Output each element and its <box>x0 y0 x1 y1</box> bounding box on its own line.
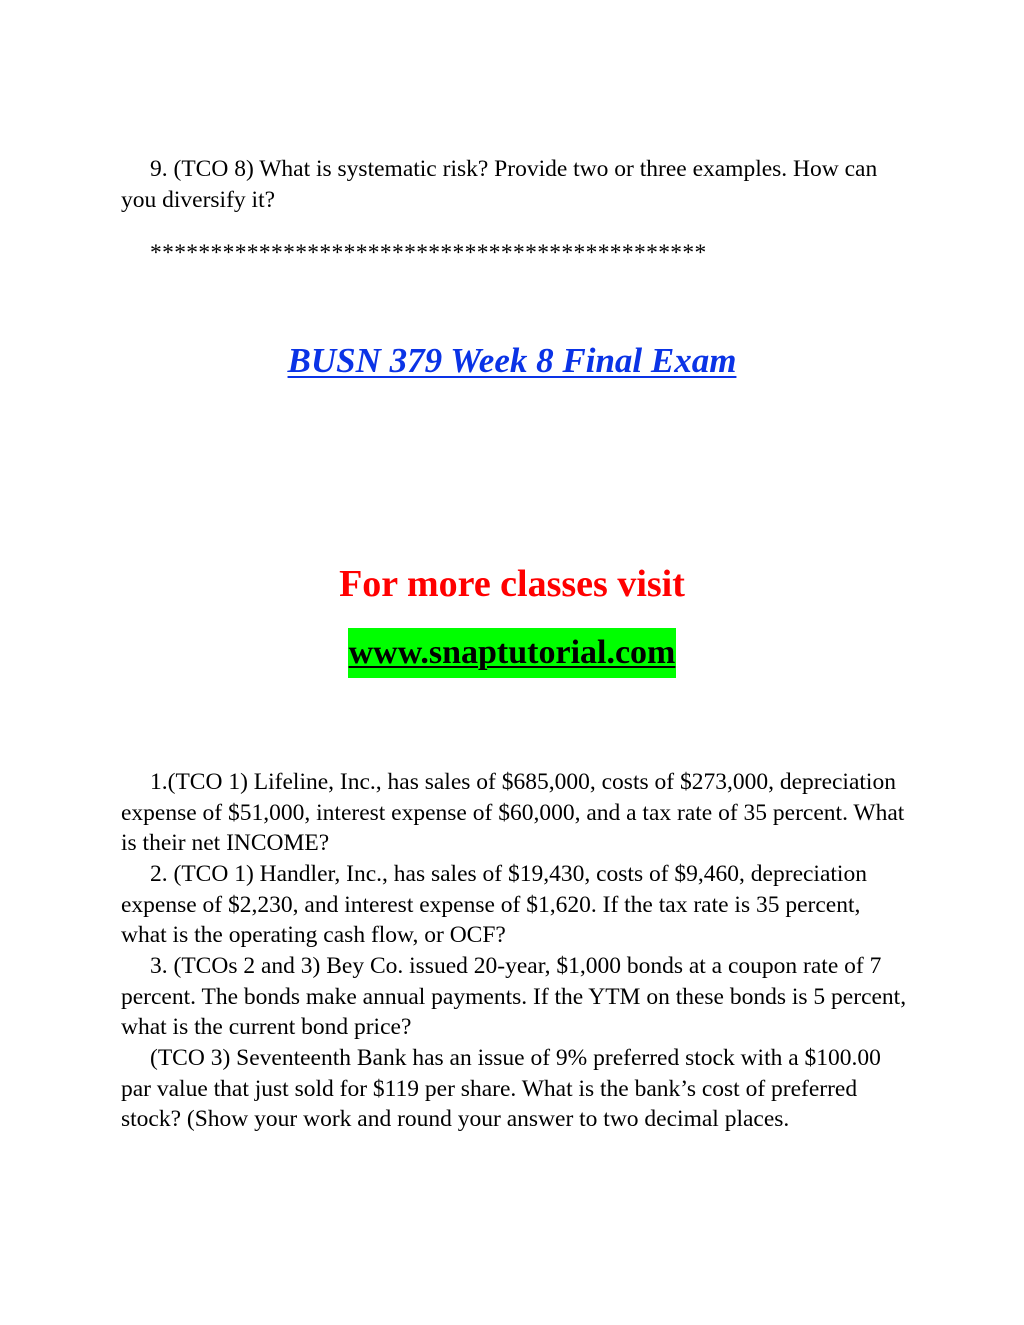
question-4: (TCO 3) Seventeenth Bank has an issue of 9% preferred stock with a $100.00 par value that just sold for $119 per share. What is the bank’s cost of preferred stock? (Show your work and round your answer to two decimal places. <box>121 1045 881 1133</box>
exam-title-link[interactable]: BUSN 379 Week 8 Final Exam <box>287 341 737 380</box>
separator-line: ********************************************** <box>150 240 707 266</box>
website-link[interactable]: www.snaptutorial.com <box>348 628 677 678</box>
question-1: 1.(TCO 1) Lifeline, Inc., has sales of $685,000, costs of $273,000, depreciation expense of $51,000, interest expense of $60,000, and a tax rate of 35 percent. What is their net INCOME? <box>121 769 905 857</box>
exam-title <box>0 337 1024 385</box>
question-2: 2. (TCO 1) Handler, Inc., has sales of $19,430, costs of $9,460, depreciation expense of $2,230, and interest expense of $1,620. If the tax rate is 35 percent, what is the operating cash flow, or OCF? <box>121 861 867 949</box>
question-3: 3. (TCOs 2 and 3) Bey Co. issued 20-year, $1,000 bonds at a coupon rate of 7 percent. The bonds make annual payments. If the YTM on these bonds is 5 percent, what is the current bond price? <box>121 953 907 1041</box>
promo-text: For more classes visit <box>339 563 685 605</box>
website-banner <box>0 628 1024 678</box>
intro-question: 9. (TCO 8) What is systematic risk? Provide two or three examples. How can you diversify it? <box>121 156 878 213</box>
